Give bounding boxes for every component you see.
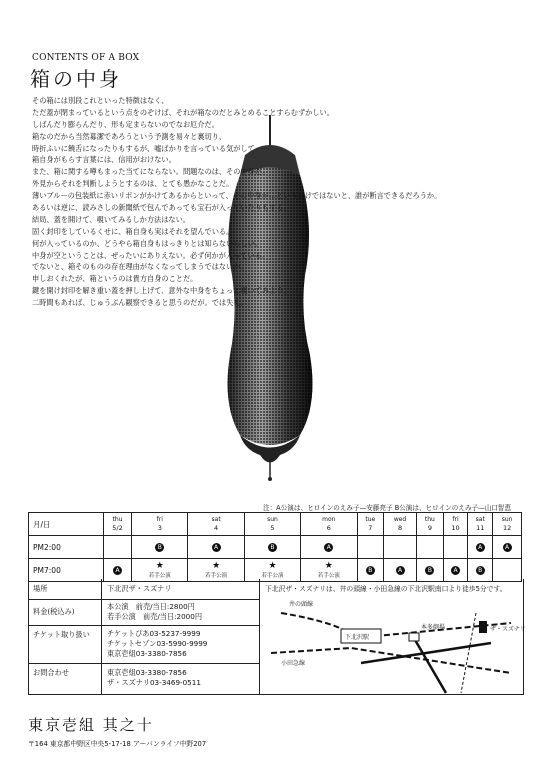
performance-mark: B xyxy=(425,566,434,575)
performance-mark: B xyxy=(366,566,375,575)
day-cell xyxy=(132,513,188,536)
map-label-station: 下北沢駅 xyxy=(345,634,370,641)
header-jp-title: 箱の中身 xyxy=(30,67,122,91)
day-dow: mon xyxy=(322,516,336,523)
footer-address: 〒164 東京都中野区中央5-17-18 アーバンライフ中野207 xyxy=(28,740,207,748)
price-line: 本公演 前売/当日:2800円 xyxy=(107,602,195,611)
body-text xyxy=(32,95,522,309)
performance-mark: B xyxy=(268,543,277,552)
map-label-inokashira: 井の頭線 xyxy=(289,601,314,608)
map-note: 下北沢ザ・スズナリは、井の頭線・小田急線の下北沢駅南口より徒歩5分です。 xyxy=(265,585,507,593)
day-date: 5/2 xyxy=(112,524,123,532)
body-line: 箱なのだから当然募潔であろうという予測を易々と裏切り、 xyxy=(32,131,227,141)
pm2-label: PM2:00 xyxy=(29,536,104,559)
performance-mark: A xyxy=(503,543,512,552)
star-mark: ★ xyxy=(212,560,221,571)
pm2-cell xyxy=(416,536,443,559)
day-dow: wed xyxy=(393,516,407,523)
day-date: 10 xyxy=(451,524,460,532)
day-date: 11 xyxy=(476,524,485,532)
schedule-table xyxy=(28,512,522,582)
day-dow: sat xyxy=(211,516,221,523)
star-mark: ★ xyxy=(268,560,277,571)
body-line: ただ蓋が閉まっているという点をのぞけば、それが箱なのだとみとめることすらむずかしい。 xyxy=(32,107,334,117)
price-row xyxy=(29,599,259,626)
performance-mark: B xyxy=(155,543,164,552)
ticket-value xyxy=(107,629,207,659)
performance-mark: A xyxy=(212,543,221,552)
contact-line: ザ・スズナリ03-3469-0511 xyxy=(107,678,201,687)
body-line: 固く封印をしているくせに、箱自身も実はそれを望んでいる。 xyxy=(32,226,234,236)
day-date: 3 xyxy=(157,524,162,532)
contact-value xyxy=(107,668,201,688)
body-line: 時折ふいに饒舌になったりもするが、嘘ばかりを言っている気がして xyxy=(32,143,255,153)
body-line: また、箱に関する噂もまった当てにならない。問題なのは、その中身だ。 xyxy=(32,167,270,177)
pm2-cell xyxy=(468,536,493,559)
day-date: 9 xyxy=(427,524,432,532)
contact-row xyxy=(29,663,259,694)
body-line: 申しおくれたが、箱というのは貴方自身のことだ。 xyxy=(32,274,198,284)
performance-mark: A xyxy=(113,566,122,575)
body-line: しばんだり膨らんだり、形も定まらないのでなお厄介だ。 xyxy=(32,119,219,129)
day-dow: thu xyxy=(424,516,435,523)
map-label-honda: 本多劇場 xyxy=(421,624,446,631)
star-mark: ★ xyxy=(324,560,333,571)
day-dow: tue xyxy=(365,516,376,523)
pm2-cell xyxy=(104,536,132,559)
info-box xyxy=(28,579,524,695)
ticket-key: チケット取り扱い xyxy=(33,630,90,639)
date-header: 月/日 xyxy=(29,513,104,536)
day-cell xyxy=(188,513,244,536)
pm2-cell xyxy=(443,536,467,559)
price-key: 料金(税込み) xyxy=(33,607,75,616)
ticket-line: チケットセゾン03-5990-9999 xyxy=(107,639,208,648)
performance-mark: A xyxy=(476,543,485,552)
body-line: 何が入っているのか、どうやら箱自身もはっきりとは知らないらしい。 xyxy=(32,238,263,248)
pm7-label: PM7:00 xyxy=(29,559,104,582)
day-date: 5 xyxy=(270,524,275,532)
day-cell xyxy=(443,513,467,536)
pm2-cell xyxy=(493,536,522,559)
schedule-date-row xyxy=(29,513,522,536)
day-date: 4 xyxy=(214,524,219,532)
day-cell xyxy=(493,513,522,536)
body-line: 箱自身がもらす言葉には、信用がおけない。 xyxy=(32,155,176,165)
venue-key: 場所 xyxy=(33,584,48,593)
day-cell xyxy=(244,513,300,536)
pm2-cell xyxy=(384,536,417,559)
day-dow: sun xyxy=(501,516,513,523)
contact-key: お問合わせ xyxy=(33,668,69,677)
pm2-cell xyxy=(132,536,188,559)
body-line: その箱には別段これといった特徴はなく、 xyxy=(32,96,169,105)
performance-mark: A xyxy=(396,566,405,575)
map-label-suzunari: ザ・スズナリ xyxy=(490,626,526,633)
body-line: 二時間もあれば、じゅうぶん観察できると思うのだが。では失礼。 xyxy=(32,298,248,308)
day-dow: fri xyxy=(452,516,459,523)
price-line: 若手公演 前売/当日:2000円 xyxy=(107,612,203,621)
access-map xyxy=(261,593,526,693)
body-line: 薄いブルーの包装紙に赤いリボンがかけてあるからといって、その中身が…というわけではないと、誰が断言できるだろうか。 xyxy=(32,191,442,201)
pm2-cell xyxy=(188,536,244,559)
day-cell xyxy=(468,513,493,536)
performance-mark: A xyxy=(451,566,460,575)
map-label-odakyu: 小田急線 xyxy=(281,660,306,667)
day-dow: thu xyxy=(112,516,123,523)
young-show-label: 若手公演 xyxy=(317,572,340,579)
day-dow: fri xyxy=(156,516,163,523)
contact-line: 東京壱組03-3380-7856 xyxy=(107,668,187,677)
young-show-label: 若手公演 xyxy=(148,572,171,579)
body-line: 外見からそれを判断しようとするのは、とても愚かなことだ。 xyxy=(32,179,234,189)
body-line: でないと、箱そのものの存在理由がなくなってしまうではないか。 xyxy=(32,262,248,272)
day-cell xyxy=(357,513,384,536)
day-dow: sun xyxy=(267,516,278,523)
star-mark: ★ xyxy=(155,560,164,571)
pm2-cell xyxy=(301,536,357,559)
performance-mark: B xyxy=(476,566,485,575)
cast-note: 注：A公演は、ヒロインのえみ子—安藤亮子 B公演は、ヒロインのえみ子—山口智恵 xyxy=(263,504,512,512)
pm2-cell xyxy=(244,536,300,559)
pm2-cell xyxy=(357,536,384,559)
day-date: 6 xyxy=(326,524,331,532)
day-cell xyxy=(104,513,132,536)
day-date: 7 xyxy=(368,524,373,532)
day-dow: sat xyxy=(475,516,485,523)
price-value xyxy=(107,602,202,622)
venue-value: 下北沢ザ・スズナリ xyxy=(107,584,172,593)
ticket-line: 東京壱組03-3380-7856 xyxy=(107,649,187,658)
header-en-title: CONTENTS OF A BOX xyxy=(32,53,140,63)
venue-row xyxy=(29,579,259,600)
day-cell xyxy=(384,513,417,536)
day-date: 12 xyxy=(502,524,512,532)
ticket-line: チケットぴあ03-5237-9999 xyxy=(107,629,201,638)
day-cell xyxy=(301,513,357,536)
young-show-label: 若手公演 xyxy=(261,572,284,579)
day-date: 8 xyxy=(397,524,403,532)
body-line: あるいは逆に、読みさしの新聞紙で包んであっても宝石が入っていたりもする。 xyxy=(32,203,291,213)
schedule-pm2-row xyxy=(29,536,522,559)
footer-title: 東京壱組 其之十 xyxy=(28,716,154,734)
body-line: 鍵を開け封印を解き重い蓋を押し上げて、意外な中身をちょっと覗いてみよう。 xyxy=(32,286,291,296)
young-show-label: 若手公演 xyxy=(205,572,228,579)
body-line: 中身が空ということは、ぜったいにありえない。必ず何かが入っている。 xyxy=(32,250,270,260)
ticket-row xyxy=(29,625,259,664)
body-line: 結局、蓋を開けて、覗いてみるしか方法はない。 xyxy=(32,214,190,224)
day-cell xyxy=(416,513,443,536)
performance-mark: A xyxy=(324,543,333,552)
